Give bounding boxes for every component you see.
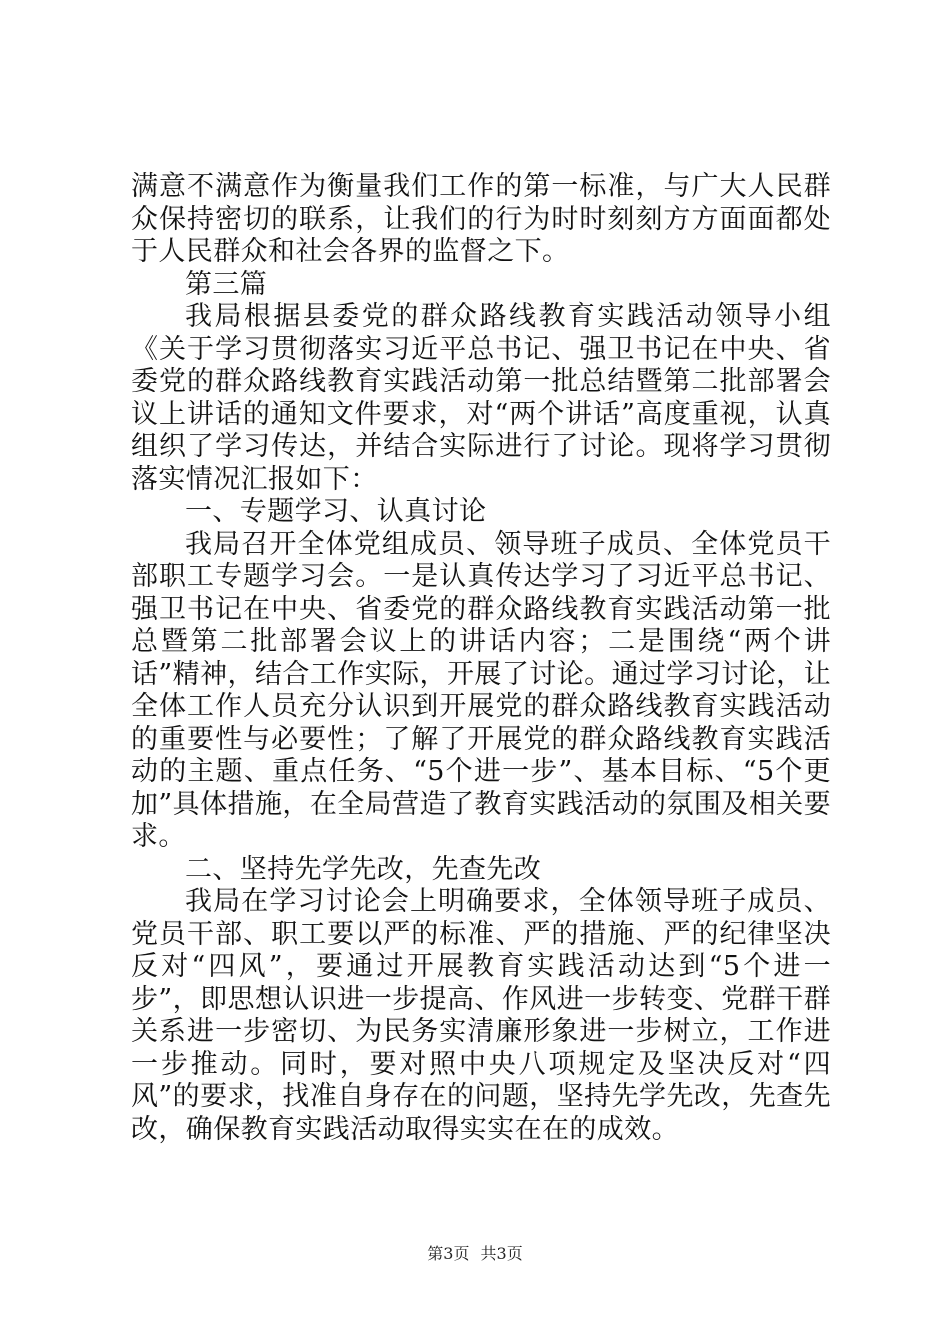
paragraph-continuation: 满意不满意作为衡量我们工作的第一标准，与广大人民群众保持密切的联系，让我们的行为时时刻刻方方面面都处于人民群众和社会各界的监督之下。 <box>131 171 831 267</box>
paragraph-reform: 我局在学习讨论会上明确要求，全体领导班子成员、党员干部、职工要以严的标准、严的措施、严的纪律坚决反对“四风”，要通过开展教育实践活动达到“5个进一步”，即思想认识进一步提高、作风进一步转变、党群干群关系进一步密切、为民务实清廉形象进一步树立，工作进一步推动。同时，要对照中央八项规定及坚决反对“四风”的要求，找准自身存在的问题，坚持先学先改，先查先改，确保教育实践活动取得实实在在的成效。 <box>131 886 831 1145</box>
page-number: 第3页 <box>427 1244 470 1263</box>
paragraph-intro: 我局根据县委党的群众路线教育实践活动领导小组《关于学习贯彻落实习近平总书记、强卫书记在中央、省委党的群众路线教育实践活动第一批总结暨第二批部署会议上讲话的通知文件要求，对“两个讲话”高度重视，认真组织了学习传达，并结合实际进行了讨论。现将学习贯彻落实情况汇报如下： <box>131 301 831 495</box>
document-body <box>131 171 831 1146</box>
page-total: 共3页 <box>480 1244 523 1263</box>
paragraph-study: 我局召开全体党组成员、领导班子成员、全体党员干部职工专题学习会。一是认真传达学习了习近平总书记、强卫书记在中央、省委党的群众路线教育实践活动第一批总暨第二批部署会议上的讲话内容；二是围绕“两个讲话”精神，结合工作实际，开展了讨论。通过学习讨论，让全体工作人员充分认识到开展党的群众路线教育实践活动的重要性与必要性；了解了开展党的群众路线教育实践活动的主题、重点任务、“5个进一步”、基本目标、“5个更加”具体措施，在全局营造了教育实践活动的氛围及相关要求。 <box>131 528 831 852</box>
section-heading-reform: 二、坚持先学先改，先查先改 <box>185 853 542 885</box>
section-heading-third-part: 第三篇 <box>185 268 268 300</box>
section-heading-study: 一、专题学习、认真讨论 <box>185 496 487 527</box>
page-footer <box>0 1244 950 1264</box>
